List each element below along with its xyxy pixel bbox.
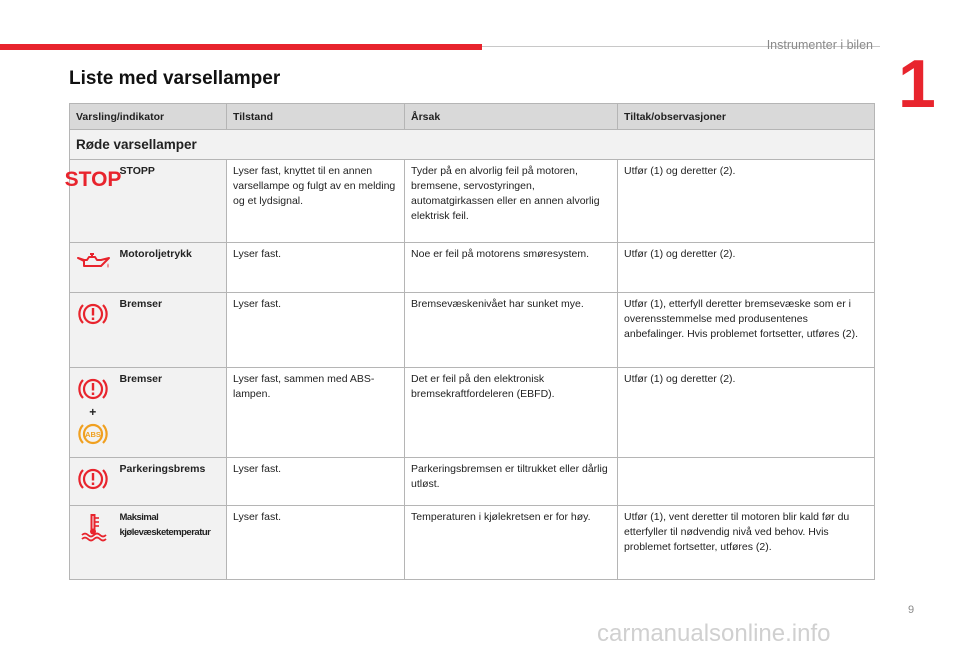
coolant-temperature-icon <box>77 512 109 542</box>
row-state: Lyser fast, sammen med ABS-lampen. <box>227 368 405 458</box>
row-cause: Noe er feil på motorens smøresystem. <box>405 243 618 293</box>
section-row <box>70 130 875 160</box>
row-action: Utfør (1) og deretter (2). <box>618 243 875 293</box>
row-state: Lyser fast. <box>227 506 405 580</box>
brake-icon <box>77 299 109 329</box>
row-state: Lyser fast. <box>227 293 405 368</box>
page-title: Liste med varsellamper <box>69 68 281 89</box>
section-name: Instrumenter i bilen <box>766 38 873 52</box>
row-name: Parkeringsbrems <box>116 458 227 506</box>
header-red-bar <box>0 44 482 50</box>
row-action: Utfør (1), etterfyll deretter bremsevæske som er i overensstemmelse med produsentenes anbefalinger. Hvis problemet fortsetter, utføres (2). <box>618 293 875 368</box>
abs-icon <box>77 419 109 449</box>
row-action <box>618 458 875 506</box>
row-name: Maksimal kjølevæsketemperatur <box>116 506 227 580</box>
page-number: 9 <box>908 604 915 616</box>
row-name: Bremser <box>116 368 227 458</box>
row-state: Lyser fast. <box>227 458 405 506</box>
table-row <box>70 293 875 368</box>
section-title: Røde varsellamper <box>70 130 875 160</box>
chapter-number: 1 <box>898 46 936 122</box>
watermark: carmanualsonline.info <box>597 620 831 647</box>
row-cause: Tyder på en alvorlig feil på motoren, bremsene, servostyringen, automatgirkassen eller en annen alvorlig elektrisk feil. <box>405 160 618 243</box>
row-name: Motoroljetrykk <box>116 243 227 293</box>
header-cause: Årsak <box>405 104 618 130</box>
row-cause: Parkeringsbremsen er tiltrukket eller dårlig utløst. <box>405 458 618 506</box>
table-row <box>70 160 875 243</box>
stop-icon <box>64 166 122 191</box>
row-icon-cell <box>70 506 116 580</box>
row-state: Lyser fast, knyttet til en annen varsellampe og fulgt av en melding og et lydsignal. <box>227 160 405 243</box>
row-name: Bremser <box>116 293 227 368</box>
row-icon-cell <box>70 293 116 368</box>
table-row <box>70 458 875 506</box>
svg-text:STOP: STOP <box>64 168 122 191</box>
row-action: Utfør (1), vent deretter til motoren blir kald før du etterfyller til nødvendig nivå ved behov. Hvis problemet fortsetter, utføres (2). <box>618 506 875 580</box>
row-cause: Temperaturen i kjølekretsen er for høy. <box>405 506 618 580</box>
parking-brake-icon <box>77 464 109 494</box>
row-icon-cell <box>70 243 116 293</box>
row-action: Utfør (1) og deretter (2). <box>618 368 875 458</box>
warning-lamps-table <box>64 103 875 580</box>
row-cause: Bremsevæskenivået har sunket mye. <box>405 293 618 368</box>
svg-text:ABS: ABS <box>84 430 101 439</box>
header-action: Tiltak/observasjoner <box>618 104 875 130</box>
header-state: Tilstand <box>227 104 405 130</box>
table-row <box>70 368 875 458</box>
table-row <box>70 506 875 580</box>
row-icon-cell <box>64 160 122 243</box>
row-action: Utfør (1) og deretter (2). <box>618 160 875 243</box>
row-icon-cell <box>70 458 116 506</box>
brake-icon <box>77 374 109 404</box>
table-row <box>70 243 875 293</box>
header-indicator: Varsling/indikator <box>70 104 227 130</box>
row-cause: Det er feil på den elektronisk bremsekraftfordeleren (EBFD). <box>405 368 618 458</box>
table-header-row <box>70 104 875 130</box>
row-name: STOPP <box>116 160 227 243</box>
warning-lamps-table-wrapper <box>64 103 874 580</box>
row-icon-cell <box>70 368 116 458</box>
oil-can-icon <box>75 249 111 271</box>
plus-sign: + <box>89 405 97 419</box>
row-state: Lyser fast. <box>227 243 405 293</box>
